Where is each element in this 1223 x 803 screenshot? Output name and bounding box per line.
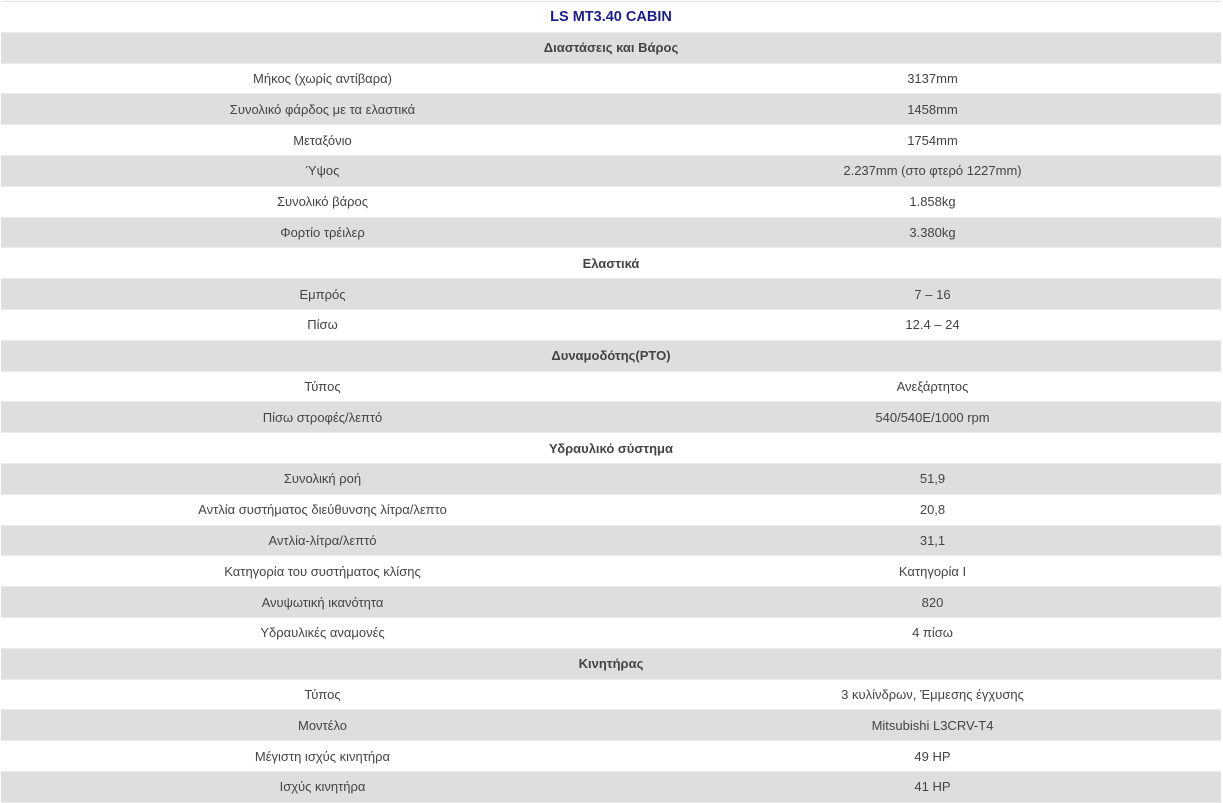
table-row — [1, 556, 1221, 587]
spec-label: Μοντέλο — [297, 717, 348, 733]
spec-value: Κατηγορία I — [898, 563, 967, 579]
spec-value: 1.858kg — [909, 194, 956, 210]
spec-value: 3 κυλίνδρων, Έμμεσης έγχυσης — [841, 686, 1024, 702]
table-row — [1, 587, 1221, 618]
spec-value: 1458mm — [907, 101, 958, 117]
title-row — [1, 2, 1221, 33]
spec-label: Τύπος — [304, 378, 341, 394]
table-row — [1, 187, 1221, 218]
spec-value: 820 — [921, 594, 944, 610]
spec-value: Mitsubishi L3CRV-T4 — [871, 717, 994, 733]
table-row — [1, 372, 1221, 403]
spec-value: 1754mm — [907, 132, 958, 148]
table-row — [1, 741, 1221, 772]
spec-label: Συνολικό φάρδος με τα ελαστικά — [229, 101, 416, 117]
spec-label: Τύπος — [304, 686, 341, 702]
spec-value: 7 – 16 — [914, 286, 951, 302]
spec-label: Πίσω στροφές/λεπτό — [262, 409, 383, 425]
spec-label: Ισχύς κινητήρα — [279, 779, 366, 795]
spec-value: 49 HP — [914, 748, 951, 764]
section-heading-row — [1, 33, 1221, 64]
section-heading: Κινητήρας — [578, 656, 644, 672]
table-row — [1, 526, 1221, 557]
spec-value: 41 HP — [914, 779, 951, 795]
spec-value: 3.380kg — [909, 224, 956, 240]
spec-label: Υδραυλικές αναμονές — [260, 625, 385, 641]
spec-label: Αντλία συστήματος διεύθυνσης λίτρα/λεπτο — [198, 502, 447, 518]
section-heading: Διαστάσεις και Βάρος — [543, 40, 679, 56]
table-row — [1, 156, 1221, 187]
spec-label: Ανυψωτική ικανότητα — [261, 594, 384, 610]
spec-value: 12.4 – 24 — [905, 317, 960, 333]
table-row — [1, 94, 1221, 125]
spec-label: Ύψος — [305, 163, 340, 179]
table-row — [1, 680, 1221, 711]
spec-label: Συνολική ροή — [283, 471, 362, 487]
spec-label: Συνολικό βάρος — [276, 194, 369, 210]
table-row — [1, 772, 1221, 803]
spec-label: Εμπρός — [299, 286, 346, 302]
section-heading-row — [1, 341, 1221, 372]
spec-label: Πίσω — [307, 317, 338, 333]
spec-value: 51,9 — [919, 471, 946, 487]
spec-label: Φορτίο τρέιλερ — [280, 224, 365, 240]
table-row — [1, 125, 1221, 156]
table-row — [1, 464, 1221, 495]
table-row — [1, 218, 1221, 249]
section-heading: Δυναμοδότης(PTO) — [551, 348, 671, 364]
section-heading-row — [1, 248, 1221, 279]
table-row — [1, 279, 1221, 310]
spec-rows — [1, 33, 1221, 803]
section-heading: Υδραυλικό σύστημα — [549, 440, 673, 456]
table-row — [1, 710, 1221, 741]
spec-label: Μήκος (χωρίς αντίβαρα) — [253, 70, 392, 86]
spec-table — [1, 1, 1221, 803]
table-row — [1, 495, 1221, 526]
section-heading-row — [1, 433, 1221, 464]
spec-label: Μέγιστη ισχύς κινητήρα — [254, 748, 391, 764]
spec-value: Ανεξάρτητος — [896, 378, 969, 394]
spec-label: Κατηγορία του συστήματος κλίσης — [224, 563, 421, 579]
spec-label: Μεταξόνιο — [293, 132, 352, 148]
section-heading: Ελαστικά — [582, 255, 640, 271]
spec-value: 540/540E/1000 rpm — [875, 409, 990, 425]
spec-value: 31,1 — [919, 532, 946, 548]
spec-value: 3137mm — [907, 70, 958, 86]
spec-value: 4 πίσω — [912, 625, 953, 641]
spec-value: 20,8 — [919, 502, 946, 518]
table-row — [1, 618, 1221, 649]
table-row — [1, 64, 1221, 95]
table-title: LS MT3.40 CABIN — [550, 8, 672, 25]
spec-label: Αντλία-λίτρα/λεπτό — [268, 532, 377, 548]
table-row — [1, 402, 1221, 433]
spec-value: 2.237mm (στο φτερό 1227mm) — [843, 163, 1022, 179]
section-heading-row — [1, 649, 1221, 680]
table-row — [1, 310, 1221, 341]
